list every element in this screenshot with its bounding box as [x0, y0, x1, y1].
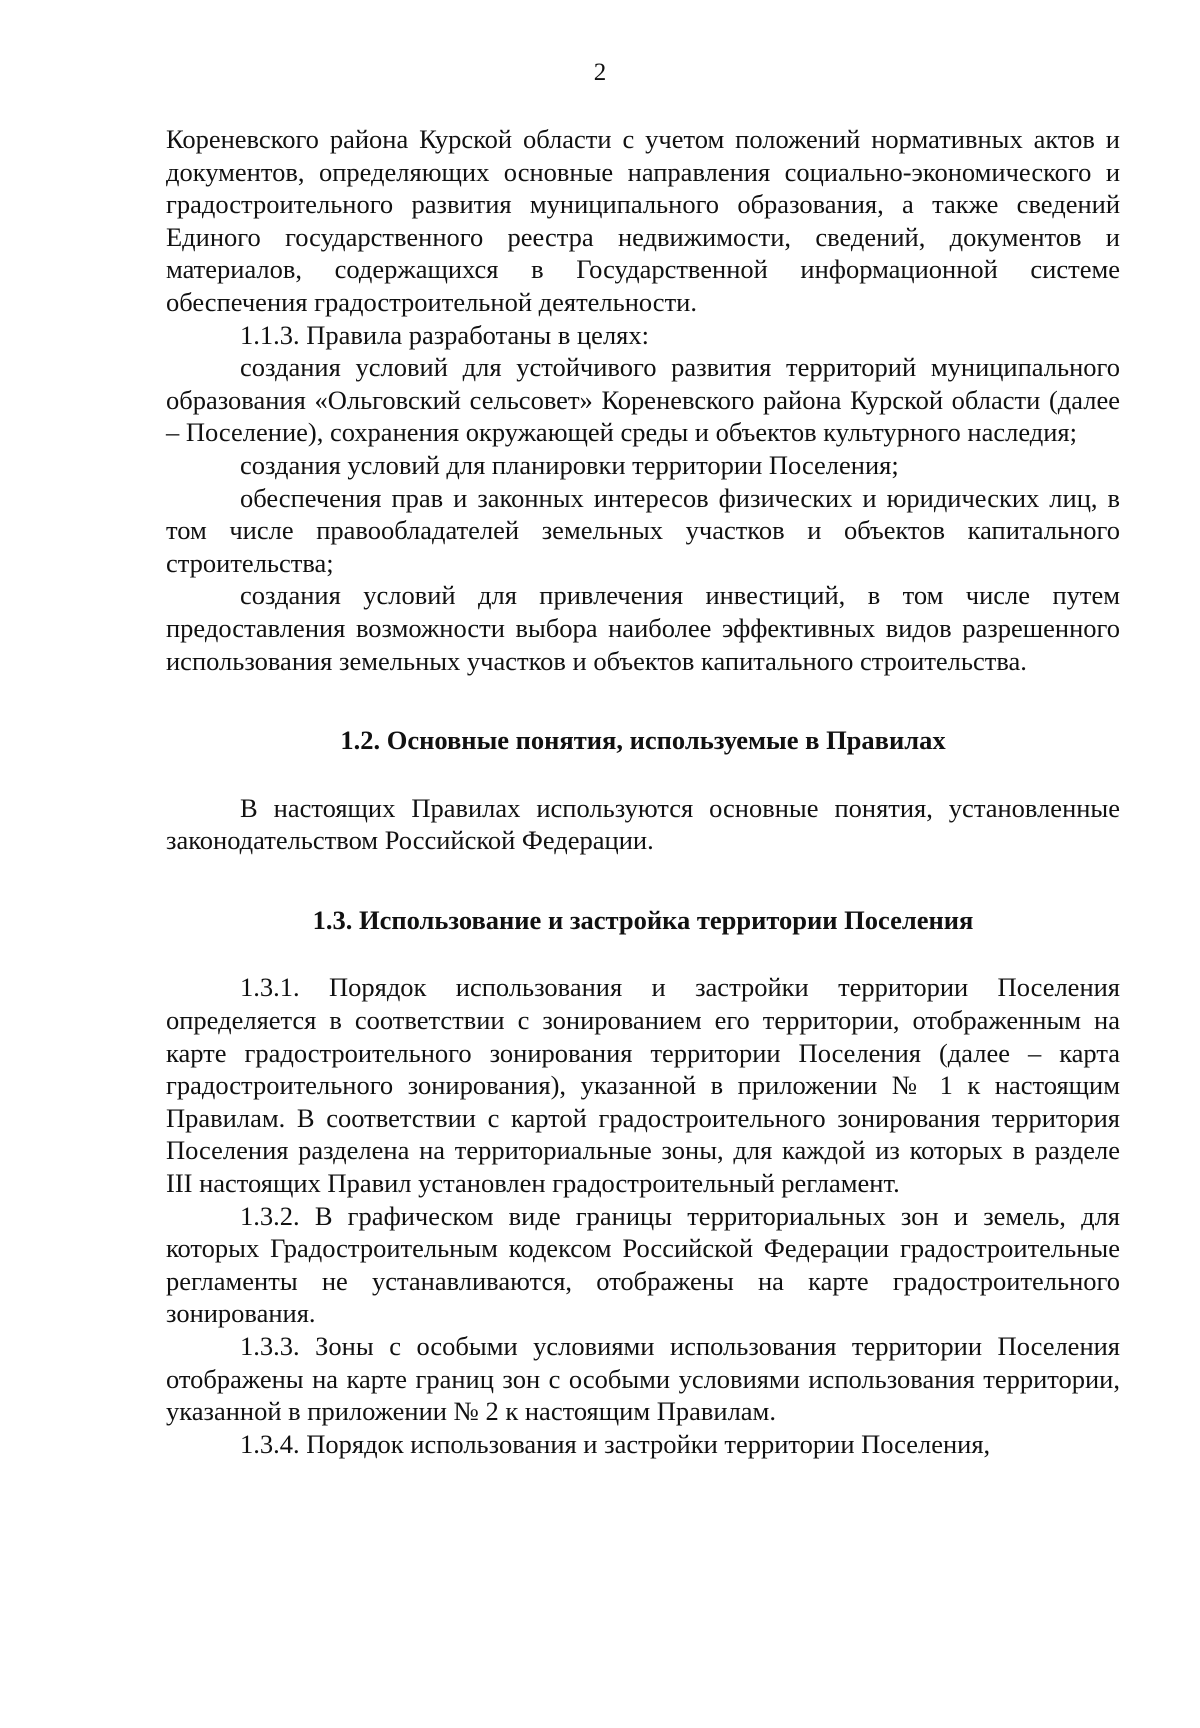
paragraph-continuation: Кореневского района Курской области с учетом положений нормативных актов и документов, определяющих основные направления социально-экономического и градостроительного развития муниципального образования, а также сведений Единого государственного реестра недвижимости, сведений, документов и материалов, содержащихся в Государственной информационной системе обеспечения градостроительной деятельности. [166, 124, 1120, 317]
paragraph-1-3-4: 1.3.4. Порядок использования и застройки территории Поселения, [240, 1428, 991, 1459]
paragraph-1-3-3: 1.3.3. Зоны с особыми условиями использования территории Поселения отображены на карте границ зон с особыми условиями использования территории, указанной в приложении № 2 к настоящим Правилам. [166, 1331, 1120, 1427]
section-heading-1-3: 1.3. Использование и застройка территории Поселения [312, 904, 974, 935]
spacer [166, 857, 1120, 904]
paragraph-1-3-1: 1.3.1. Порядок использования и застройки территории Поселения определяется в соответствии с зонированием его территории, отображенным на карте градостроительного зонирования территории Поселения (далее – карта градостроительного зонирования), указанной в приложении № 1 к настоящим Правилам. В соответствии с картой градостроительного зонирования территория Поселения разделена на территориальные зоны, для каждой из которых в разделе III настоящих Правил установлен градостроительный регламент. [166, 972, 1120, 1199]
paragraph-goal-planning: создания условий для планировки территории Поселения; [240, 449, 899, 480]
section-heading-1-2: 1.2. Основные понятия, используемые в Правилах [340, 725, 946, 756]
spacer [166, 677, 1120, 724]
page-content [166, 123, 1120, 1460]
paragraph-goal-investments: создания условий для привлечения инвестиций, в том числе путем предоставления возможности выбора наиболее эффективных видов разрешенного использования земельных участков и объектов капитального строительства. [166, 580, 1120, 676]
paragraph-goal-sustainable-development: создания условий для устойчивого развития территорий муниципального образования «Ольговский сельсовет» Кореневского района Курской области (далее – Поселение), сохранения окружающей среды и объектов культурного наследия; [166, 352, 1120, 448]
paragraph-1-2: В настоящих Правилах используются основные понятия, установленные законодательством Российской Федерации. [166, 792, 1120, 856]
paragraph-1-3-2: 1.3.2. В графическом виде границы территориальных зон и земель, для которых Градостроительным кодексом Российской Федерации градостроительные регламенты не устанавливаются, отображены на карте градостроительного зонирования. [166, 1200, 1120, 1329]
spacer [166, 936, 1120, 971]
spacer [166, 757, 1120, 792]
paragraph-goal-rights: обеспечения прав и законных интересов физических и юридических лиц, в том числе правообладателей земельных участков и объектов капитального строительства; [166, 482, 1120, 578]
page-number: 2 [593, 59, 607, 86]
paragraph-1-1-3: 1.1.3. Правила разработаны в целях: [240, 319, 649, 350]
